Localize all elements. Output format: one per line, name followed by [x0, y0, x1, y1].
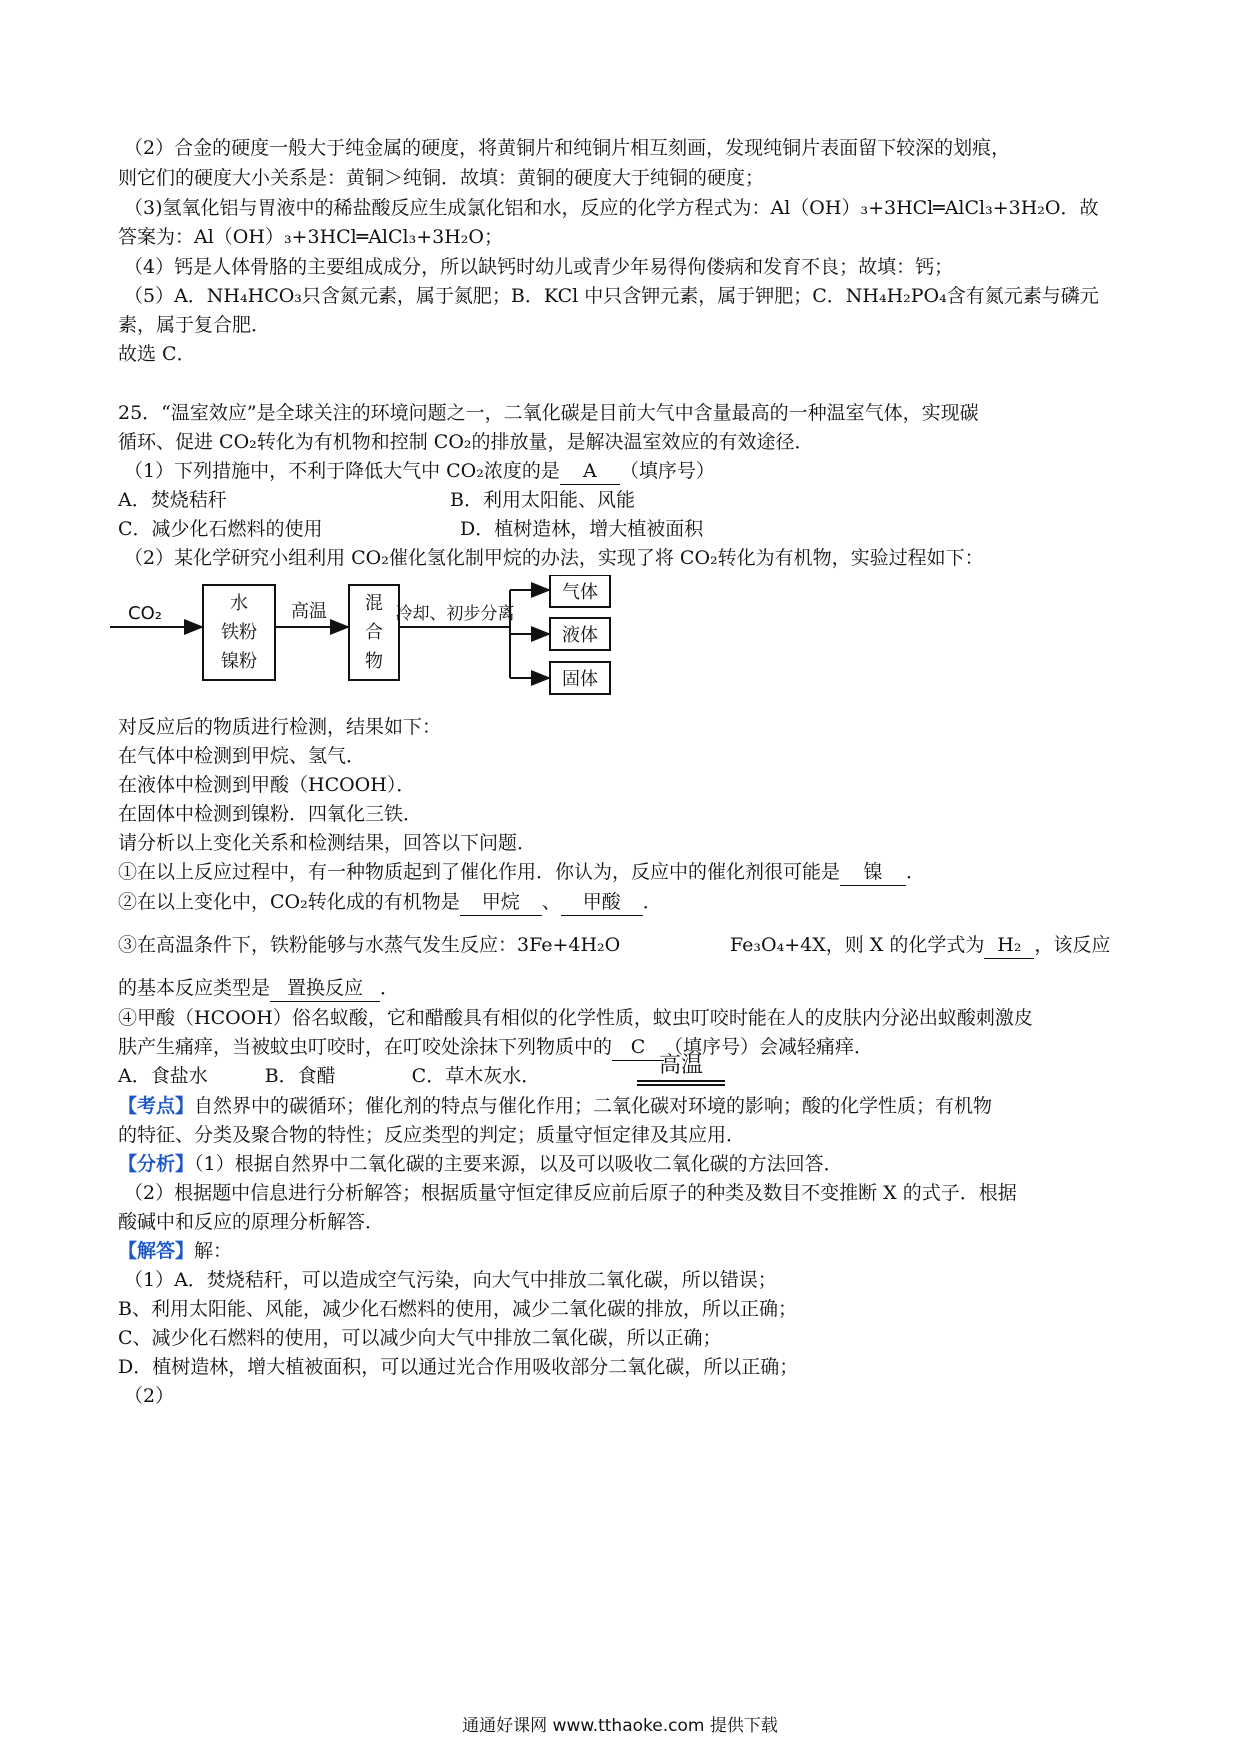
result-solid: 在固体中检测到镍粉．四氧化三铁． — [118, 803, 423, 825]
mixture-box-line-3: 物 — [365, 651, 383, 672]
blank-answer: 镍 — [840, 859, 906, 886]
option-c: C．减少化石燃料的使用 — [118, 518, 323, 540]
solid-label: 固体 — [562, 669, 598, 690]
solution-line-5: （2） — [124, 1385, 175, 1407]
sub-question-3-left: ③在高温条件下，铁粉能够与水蒸气发生反应：3Fe+4H₂O — [118, 934, 621, 956]
reactant-box-line-1: 水 — [230, 593, 248, 614]
key-points: 【考点】自然界中的碳循环；催化剂的特点与催化作用；二氧化碳对环境的影响；酸的化学性质；有机物 — [118, 1095, 993, 1117]
question-25-part-2: （2）某化学研究小组利用 CO₂催化氢化制甲烷的办法，实现了将 CO₂转化为有机物，实验过程如下： — [124, 547, 984, 569]
analysis-prompt: 请分析以上变化关系和检测结果，回答以下问题． — [118, 832, 537, 854]
result-liquid: 在液体中检测到甲酸（HCOOH）． — [118, 774, 416, 796]
option-b: B．利用太阳能、风能 — [450, 489, 635, 511]
co2-label: CO₂ — [128, 603, 162, 624]
sub-question-4-cont: 肤产生痛痒，当被蚊虫叮咬时，在叮咬处涂抹下列物质中的 C （填序号）会减轻痛痒． — [118, 1034, 873, 1061]
answer-part-4: （4）钙是人体骨胳的主要组成成分，所以缺钙时幼儿或青少年易得佝偻病和发育不良；故填：钙； — [124, 256, 954, 278]
analysis-tag: 【分析】 — [118, 1153, 195, 1175]
sub-question-1: ①在以上反应过程中，有一种物质起到了催化作用．你认为，反应中的催化剂很可能是 镍 ． — [118, 859, 925, 886]
reactant-box-line-3: 镍粉 — [221, 651, 257, 672]
gas-label: 气体 — [562, 582, 598, 603]
analysis: 【分析】（1）根据自然界中二氧化碳的主要来源，以及可以吸收二氧化碳的方法回答． — [118, 1153, 843, 1175]
sub-question-3-right: Fe₃O₄+4X，则 X 的化学式为 H₂ ，该反应 — [730, 932, 1110, 959]
solution: 【解答】解： — [118, 1240, 233, 1262]
answer-part-2: （2）合金的硬度一般大于纯金属的硬度，将黄铜片和纯铜片相互刻画，发现纯铜片表面留下较深的划痕， — [124, 137, 1011, 159]
high-temp-label: 高温 — [291, 601, 327, 622]
answer-part-5: （5）A．NH₄HCO₃只含氮元素，属于氮肥；B．KCl 中只含钾元素，属于钾肥；C．NH₄H₂PO₄含有氮元素与磷元 — [124, 285, 1099, 307]
blank-answer: H₂ — [984, 932, 1034, 959]
answer-part-2-cont: 则它们的硬度大小关系是：黄铜＞纯铜．故填：黄铜的硬度大于纯铜的硬度； — [118, 167, 765, 189]
solution-line-3: C、减少化石燃料的使用，可以减少向大气中排放二氧化碳，所以正确； — [118, 1327, 722, 1349]
key-points-tag: 【考点】 — [118, 1095, 195, 1117]
reactant-box-line-2: 铁粉 — [221, 622, 257, 643]
option-d: D．植树造林，增大植被面积 — [460, 518, 704, 540]
liquid-label: 液体 — [562, 625, 598, 646]
answer-part-5-cont: 素，属于复合肥． — [118, 314, 271, 336]
sub-question-4-options: A．食盐水 B．食醋 C．草木灰水． — [118, 1065, 541, 1087]
blank-answer: C — [612, 1034, 664, 1061]
answer-part-3: （3)氢氧化铝与胃液中的稀盐酸反应生成氯化铝和水，反应的化学方程式为：Al（OH）₃+3HCl═AlCl₃+3H₂O．故 — [124, 197, 1099, 219]
question-25-stem-cont: 循环、促进 CO₂转化为有机物和控制 CO₂的排放量，是解决温室效应的有效途径． — [118, 431, 814, 453]
sub-question-2: ②在以上变化中，CO₂转化成的有机物是 甲烷 、 甲酸 ． — [118, 889, 662, 916]
footer-text: 通通好课网 www.tthaoke.com 提供下载 — [462, 1716, 778, 1736]
solution-line-4: D．植树造林，增大植被面积，可以通过光合作用吸收部分二氧化碳，所以正确； — [118, 1356, 799, 1378]
question-25-stem: 25．“温室效应”是全球关注的环境问题之一，二氧化碳是目前大气中含量最高的一种温室气体，实现碳 — [118, 402, 979, 424]
answer-part-3-cont: 答案为：Al（OH）₃+3HCl═AlCl₃+3H₂O； — [118, 226, 503, 248]
high-temp-condition: 高温 — [658, 1053, 703, 1078]
solution-line-1: （1）A．焚烧秸秆，可以造成空气污染，向大气中排放二氧化碳，所以错误； — [124, 1269, 777, 1291]
reaction-equals-sign — [637, 1080, 725, 1086]
analysis-cont: （2）根据题中信息进行分析解答；根据质量守恒定律反应前后原子的种类及数目不变推断 X 的式子．根据 — [124, 1182, 1017, 1204]
blank-answer: 甲烷 — [460, 889, 542, 916]
solution-tag: 【解答】 — [118, 1240, 195, 1262]
answer-part-5-choice: 故选 C． — [118, 343, 196, 365]
solution-line-2: B、利用太阳能、风能，减少化石燃料的使用，减少二氧化碳的排放，所以正确； — [118, 1298, 797, 1320]
question-25-part-1: （1）下列措施中，不利于降低大气中 CO₂浓度的是 A （填序号） — [124, 458, 715, 485]
result-gas: 在气体中检测到甲烷、氢气． — [118, 745, 366, 767]
sub-question-3-cont: 的基本反应类型是 置换反应 ． — [118, 975, 399, 1002]
separation-label: 冷却、初步分离 — [395, 604, 515, 624]
blank-answer: 置换反应 — [270, 975, 380, 1002]
result-intro: 对反应后的物质进行检测，结果如下： — [118, 716, 442, 738]
blank-answer: 甲酸 — [561, 889, 643, 916]
blank-answer: A — [560, 458, 620, 485]
mixture-box-line-1: 混 — [365, 593, 383, 614]
key-points-cont: 的特征、分类及聚合物的特性；反应类型的判定；质量守恒定律及其应用． — [118, 1124, 746, 1146]
mixture-box-line-2: 合 — [365, 622, 383, 643]
sub-question-4: ④甲酸（HCOOH）俗名蚁酸，它和醋酸具有相似的化学性质，蚊虫叮咬时能在人的皮肤内分泌出蚁酸刺激皮 — [118, 1007, 1033, 1029]
analysis-cont-2: 酸碱中和反应的原理分析解答． — [118, 1211, 385, 1233]
option-a: A．焚烧秸秆 — [118, 489, 227, 511]
